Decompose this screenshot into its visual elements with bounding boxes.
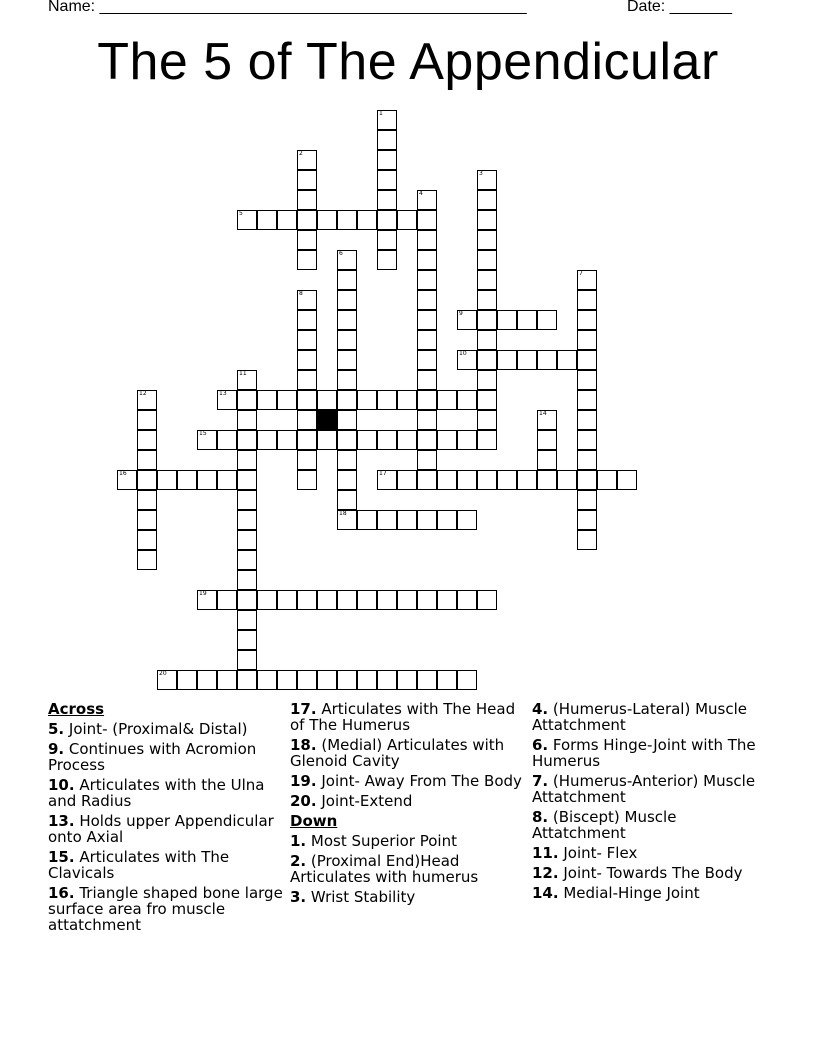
grid-cell[interactable]	[237, 550, 257, 570]
grid-cell[interactable]	[277, 670, 297, 690]
grid-cell[interactable]	[177, 470, 197, 490]
grid-cell[interactable]	[437, 670, 457, 690]
cell-number: 20	[159, 670, 167, 677]
grid-cell[interactable]	[377, 390, 397, 410]
grid-cell[interactable]	[237, 590, 257, 610]
grid-cell[interactable]	[477, 290, 497, 310]
clue-text: (Humerus-Lateral) Muscle Attatchment	[532, 700, 748, 734]
clue-number: 7.	[532, 772, 549, 790]
grid-cell[interactable]	[437, 510, 457, 530]
grid-cell[interactable]	[197, 670, 217, 690]
grid-cell[interactable]	[237, 650, 257, 670]
cell-number: 13	[219, 390, 227, 397]
grid-cell[interactable]	[477, 590, 497, 610]
grid-cell[interactable]	[377, 470, 397, 490]
grid-cell[interactable]	[477, 430, 497, 450]
grid-cell[interactable]	[577, 370, 597, 390]
clue-column-2	[290, 701, 532, 961]
grid-cell[interactable]	[477, 270, 497, 290]
grid-cell[interactable]	[477, 350, 497, 370]
clue-number: 20.	[290, 792, 317, 810]
clue-number: 2.	[290, 852, 307, 870]
name-line[interactable]: Name: ________________________________________________	[48, 0, 527, 15]
cell-number: 19	[199, 590, 207, 597]
grid-cell[interactable]	[577, 470, 597, 490]
grid-cell[interactable]	[317, 390, 337, 410]
clue-across-13	[48, 813, 290, 845]
grid-cell[interactable]	[617, 470, 637, 490]
puzzle-title: The 5 of The Appendicular	[97, 33, 719, 91]
grid-cell[interactable]	[297, 190, 317, 210]
clue-across-10	[48, 777, 290, 809]
clue-number: 18.	[290, 736, 317, 754]
grid-cell[interactable]	[437, 590, 457, 610]
grid-cell[interactable]	[397, 430, 417, 450]
grid-cell[interactable]	[357, 510, 377, 530]
cell-number: 14	[539, 410, 547, 417]
grid-cell[interactable]	[297, 150, 317, 170]
clue-text: (Humerus-Anterior) Muscle Attatchment	[532, 772, 756, 806]
grid-cell[interactable]	[397, 590, 417, 610]
clue-number: 12.	[532, 864, 559, 882]
grid-cell[interactable]	[577, 490, 597, 510]
grid-cell[interactable]	[477, 330, 497, 350]
clue-text: Triangle shaped bone large surface area fro muscle attatchment	[48, 884, 283, 934]
grid-cell[interactable]	[577, 510, 597, 530]
grid-cell[interactable]	[377, 670, 397, 690]
clue-text: Articulates with The Head of The Humerus	[290, 700, 516, 734]
grid-cell[interactable]	[137, 470, 157, 490]
clue-list	[48, 701, 788, 961]
grid-cell[interactable]	[457, 350, 477, 370]
clue-down-8	[532, 809, 774, 841]
clue-across-17	[290, 701, 532, 733]
grid-cell[interactable]	[237, 390, 257, 410]
clue-number: 4.	[532, 700, 549, 718]
clue-down-1	[290, 833, 532, 849]
cell-number: 3	[479, 170, 483, 177]
clue-text: Continues with Acromion Process	[48, 740, 257, 774]
grid-cell[interactable]	[177, 670, 197, 690]
grid-cell[interactable]	[297, 670, 317, 690]
clue-text: (Biscept) Muscle Attatchment	[532, 808, 677, 842]
grid-cell[interactable]	[317, 430, 337, 450]
grid-cell[interactable]	[417, 270, 437, 290]
grid-cell[interactable]	[397, 670, 417, 690]
grid-cell[interactable]	[237, 470, 257, 490]
clue-across-20	[290, 793, 532, 809]
grid-cell[interactable]	[217, 590, 237, 610]
grid-cell[interactable]	[237, 630, 257, 650]
grid-cell[interactable]	[377, 110, 397, 130]
grid-cell[interactable]	[417, 410, 437, 430]
grid-cell[interactable]	[417, 310, 437, 330]
clue-across-5	[48, 721, 290, 737]
clue-number: 6.	[532, 736, 549, 754]
clue-text: (Proximal End)Head Articulates with humerus	[290, 852, 479, 886]
grid-cell[interactable]	[537, 350, 557, 370]
grid-cell[interactable]	[197, 590, 217, 610]
grid-cell[interactable]	[317, 590, 337, 610]
clue-number: 17.	[290, 700, 317, 718]
grid-cell[interactable]	[197, 430, 217, 450]
grid-cell[interactable]	[277, 390, 297, 410]
grid-cell[interactable]	[457, 670, 477, 690]
grid-cell[interactable]	[437, 430, 457, 450]
clue-number: 9.	[48, 740, 65, 758]
clue-text: Medial-Hinge Joint	[558, 884, 700, 902]
clue-number: 8.	[532, 808, 549, 826]
grid-cell[interactable]	[317, 670, 337, 690]
grid-cell[interactable]	[457, 470, 477, 490]
clue-column-3	[532, 701, 774, 961]
grid-cell[interactable]	[137, 490, 157, 510]
grid-cell[interactable]	[297, 170, 317, 190]
grid-cell[interactable]	[297, 230, 317, 250]
across-heading: Across	[48, 700, 105, 718]
grid-cell[interactable]	[497, 470, 517, 490]
grid-cell[interactable]	[297, 590, 317, 610]
clue-across-9	[48, 741, 290, 773]
grid-cell[interactable]	[217, 470, 237, 490]
grid-cell[interactable]	[137, 510, 157, 530]
clue-number: 13.	[48, 812, 75, 830]
grid-cell[interactable]	[237, 430, 257, 450]
grid-cell[interactable]	[377, 250, 397, 270]
grid-cell[interactable]	[257, 210, 277, 230]
grid-cell[interactable]	[457, 390, 477, 410]
grid-cell[interactable]	[237, 450, 257, 470]
grid-cell[interactable]	[337, 670, 357, 690]
grid-cell[interactable]	[417, 430, 437, 450]
date-line[interactable]: Date: _______	[627, 0, 732, 15]
grid-cell[interactable]	[417, 590, 437, 610]
clue-number: 3.	[290, 888, 307, 906]
grid-cell[interactable]	[237, 570, 257, 590]
grid-cell[interactable]	[417, 390, 437, 410]
grid-cell[interactable]	[297, 470, 317, 490]
clue-text: Joint- Flex	[558, 844, 638, 862]
grid-cell[interactable]	[337, 410, 357, 430]
grid-cell[interactable]	[557, 350, 577, 370]
grid-cell[interactable]	[237, 510, 257, 530]
grid-cell[interactable]	[217, 670, 237, 690]
grid-cell[interactable]	[577, 530, 597, 550]
grid-cell[interactable]	[537, 450, 557, 470]
grid-cell[interactable]	[157, 670, 177, 690]
grid-cell[interactable]	[517, 310, 537, 330]
grid-cell[interactable]	[297, 410, 317, 430]
clue-text: Joint- Away From The Body	[316, 772, 522, 790]
grid-cell[interactable]	[297, 330, 317, 350]
grid-cell[interactable]	[577, 450, 597, 470]
grid-cell[interactable]	[257, 590, 277, 610]
grid-cell[interactable]	[457, 430, 477, 450]
grid-cell[interactable]	[337, 490, 357, 510]
down-heading: Down	[290, 812, 338, 830]
grid-cell[interactable]	[397, 210, 417, 230]
grid-cell[interactable]	[337, 510, 357, 530]
grid-cell[interactable]	[577, 390, 597, 410]
clue-down-14	[532, 885, 774, 901]
clue-across-16	[48, 885, 290, 933]
clue-number: 10.	[48, 776, 75, 794]
cell-number: 18	[339, 510, 347, 517]
clue-down-7	[532, 773, 774, 805]
grid-cell[interactable]	[437, 390, 457, 410]
grid-cell[interactable]	[337, 370, 357, 390]
clue-text: Joint-Extend	[316, 792, 413, 810]
clue-number: 14.	[532, 884, 559, 902]
grid-cell[interactable]	[337, 350, 357, 370]
clue-text: Joint- Towards The Body	[558, 864, 743, 882]
grid-cell[interactable]	[557, 470, 577, 490]
black-cell	[317, 410, 337, 430]
cell-number: 12	[139, 390, 147, 397]
grid-cell[interactable]	[417, 210, 437, 230]
grid-cell[interactable]	[497, 350, 517, 370]
clue-down-11	[532, 845, 774, 861]
grid-cell[interactable]	[237, 370, 257, 390]
cell-number: 17	[379, 470, 387, 477]
cell-number: 5	[239, 210, 243, 217]
grid-cell[interactable]	[257, 670, 277, 690]
grid-cell[interactable]	[237, 210, 257, 230]
cell-number: 7	[579, 270, 583, 277]
clue-text: Holds upper Appendicular onto Axial	[48, 812, 274, 846]
grid-cell[interactable]	[417, 510, 437, 530]
grid-cell[interactable]	[477, 170, 497, 190]
grid-cell[interactable]	[577, 270, 597, 290]
grid-cell[interactable]	[577, 310, 597, 330]
grid-cell[interactable]	[337, 590, 357, 610]
grid-cell[interactable]	[597, 470, 617, 490]
grid-cell[interactable]	[477, 250, 497, 270]
clue-column-1	[48, 701, 290, 961]
clue-across-15	[48, 849, 290, 881]
grid-cell[interactable]	[377, 190, 397, 210]
grid-cell[interactable]	[417, 290, 437, 310]
grid-cell[interactable]	[337, 450, 357, 470]
grid-cell[interactable]	[297, 290, 317, 310]
grid-cell[interactable]	[297, 250, 317, 270]
grid-cell[interactable]	[137, 550, 157, 570]
grid-cell[interactable]	[337, 330, 357, 350]
grid-cell[interactable]	[137, 430, 157, 450]
grid-cell[interactable]	[417, 330, 437, 350]
grid-cell[interactable]	[437, 470, 457, 490]
grid-cell[interactable]	[257, 390, 277, 410]
grid-cell[interactable]	[377, 590, 397, 610]
cell-number: 16	[119, 470, 127, 477]
grid-cell[interactable]	[257, 430, 277, 450]
grid-cell[interactable]	[297, 430, 317, 450]
clue-down-6	[532, 737, 774, 769]
cell-number: 6	[339, 250, 343, 257]
grid-cell[interactable]	[157, 470, 177, 490]
grid-cell[interactable]	[357, 590, 377, 610]
clue-text: Joint- (Proximal& Distal)	[64, 720, 248, 738]
grid-cell[interactable]	[417, 470, 437, 490]
grid-cell[interactable]	[417, 250, 437, 270]
grid-cell[interactable]	[537, 470, 557, 490]
grid-cell[interactable]	[297, 210, 317, 230]
grid-cell[interactable]	[417, 370, 437, 390]
clue-text: Forms Hinge-Joint with The Humerus	[532, 736, 756, 770]
grid-cell[interactable]	[357, 430, 377, 450]
grid-cell[interactable]	[337, 210, 357, 230]
grid-cell[interactable]	[237, 610, 257, 630]
grid-cell[interactable]	[497, 310, 517, 330]
clue-text: Most Superior Point	[306, 832, 457, 850]
grid-cell[interactable]	[477, 390, 497, 410]
grid-cell[interactable]	[477, 410, 497, 430]
grid-cell[interactable]	[417, 670, 437, 690]
grid-cell[interactable]	[397, 470, 417, 490]
grid-cell[interactable]	[537, 310, 557, 330]
grid-cell[interactable]	[477, 310, 497, 330]
clue-down-12	[532, 865, 774, 881]
cell-number: 11	[239, 370, 247, 377]
grid-cell[interactable]	[477, 370, 497, 390]
grid-cell[interactable]	[297, 390, 317, 410]
grid-cell[interactable]	[577, 290, 597, 310]
clue-down-4	[532, 701, 774, 733]
clue-across-19	[290, 773, 532, 789]
grid-cell[interactable]	[337, 270, 357, 290]
grid-cell[interactable]	[377, 170, 397, 190]
grid-cell[interactable]	[357, 390, 377, 410]
clue-number: 1.	[290, 832, 307, 850]
grid-cell[interactable]	[397, 390, 417, 410]
cell-number: 1	[379, 110, 383, 117]
grid-cell[interactable]	[457, 590, 477, 610]
clue-text: Articulates with The Clavicals	[48, 848, 230, 882]
grid-cell[interactable]	[477, 470, 497, 490]
grid-cell[interactable]	[417, 450, 437, 470]
clue-number: 15.	[48, 848, 75, 866]
clue-down-2	[290, 853, 532, 885]
grid-cell[interactable]	[537, 410, 557, 430]
clue-number: 5.	[48, 720, 65, 738]
grid-cell[interactable]	[397, 510, 417, 530]
grid-cell[interactable]	[197, 470, 217, 490]
grid-cell[interactable]	[417, 190, 437, 210]
grid-cell[interactable]	[337, 290, 357, 310]
grid-cell[interactable]	[577, 430, 597, 450]
grid-cell[interactable]	[377, 210, 397, 230]
grid-cell[interactable]	[577, 350, 597, 370]
clue-number: 19.	[290, 772, 317, 790]
clue-number: 11.	[532, 844, 559, 862]
grid-cell[interactable]	[297, 350, 317, 370]
grid-cell[interactable]	[337, 310, 357, 330]
grid-cell[interactable]	[417, 350, 437, 370]
grid-cell[interactable]	[237, 670, 257, 690]
grid-cell[interactable]	[317, 210, 337, 230]
grid-cell[interactable]	[517, 350, 537, 370]
grid-cell[interactable]	[277, 430, 297, 450]
grid-cell[interactable]	[217, 430, 237, 450]
clue-text: Articulates with the Ulna and Radius	[48, 776, 265, 810]
grid-cell[interactable]	[237, 490, 257, 510]
cell-number: 9	[459, 310, 463, 317]
grid-cell[interactable]	[297, 310, 317, 330]
grid-cell[interactable]	[137, 390, 157, 410]
grid-cell[interactable]	[137, 410, 157, 430]
cell-number: 2	[299, 150, 303, 157]
grid-cell[interactable]	[457, 510, 477, 530]
clue-text: Wrist Stability	[306, 888, 416, 906]
grid-cell[interactable]	[297, 370, 317, 390]
grid-cell[interactable]	[237, 530, 257, 550]
grid-cell[interactable]	[337, 430, 357, 450]
grid-cell[interactable]	[277, 210, 297, 230]
grid-cell[interactable]	[377, 230, 397, 250]
cell-number: 10	[459, 350, 467, 357]
grid-cell[interactable]	[277, 590, 297, 610]
grid-cell[interactable]	[417, 230, 437, 250]
cell-number: 8	[299, 290, 303, 297]
grid-cell[interactable]	[537, 430, 557, 450]
grid-cell[interactable]	[357, 670, 377, 690]
grid-cell[interactable]	[577, 410, 597, 430]
grid-cell[interactable]	[337, 390, 357, 410]
clue-down-3	[290, 889, 532, 905]
grid-cell[interactable]	[137, 450, 157, 470]
grid-cell[interactable]	[457, 310, 477, 330]
grid-cell[interactable]	[377, 150, 397, 170]
grid-cell[interactable]	[337, 470, 357, 490]
grid-cell[interactable]	[577, 330, 597, 350]
grid-cell[interactable]	[337, 250, 357, 270]
clue-number: 16.	[48, 884, 75, 902]
grid-cell[interactable]	[377, 510, 397, 530]
grid-cell[interactable]	[297, 450, 317, 470]
grid-cell[interactable]	[477, 190, 497, 210]
grid-cell[interactable]	[137, 530, 157, 550]
grid-cell[interactable]	[237, 410, 257, 430]
cell-number: 15	[199, 430, 207, 437]
grid-cell[interactable]	[117, 470, 137, 490]
grid-cell[interactable]	[377, 430, 397, 450]
grid-cell[interactable]	[357, 210, 377, 230]
grid-cell[interactable]	[377, 130, 397, 150]
grid-cell[interactable]	[477, 230, 497, 250]
grid-cell[interactable]	[217, 390, 237, 410]
cell-number: 4	[419, 190, 423, 197]
grid-cell[interactable]	[517, 470, 537, 490]
clue-across-18	[290, 737, 532, 769]
grid-cell[interactable]	[477, 210, 497, 230]
clue-text: (Medial) Articulates with Glenoid Cavity	[290, 736, 505, 770]
